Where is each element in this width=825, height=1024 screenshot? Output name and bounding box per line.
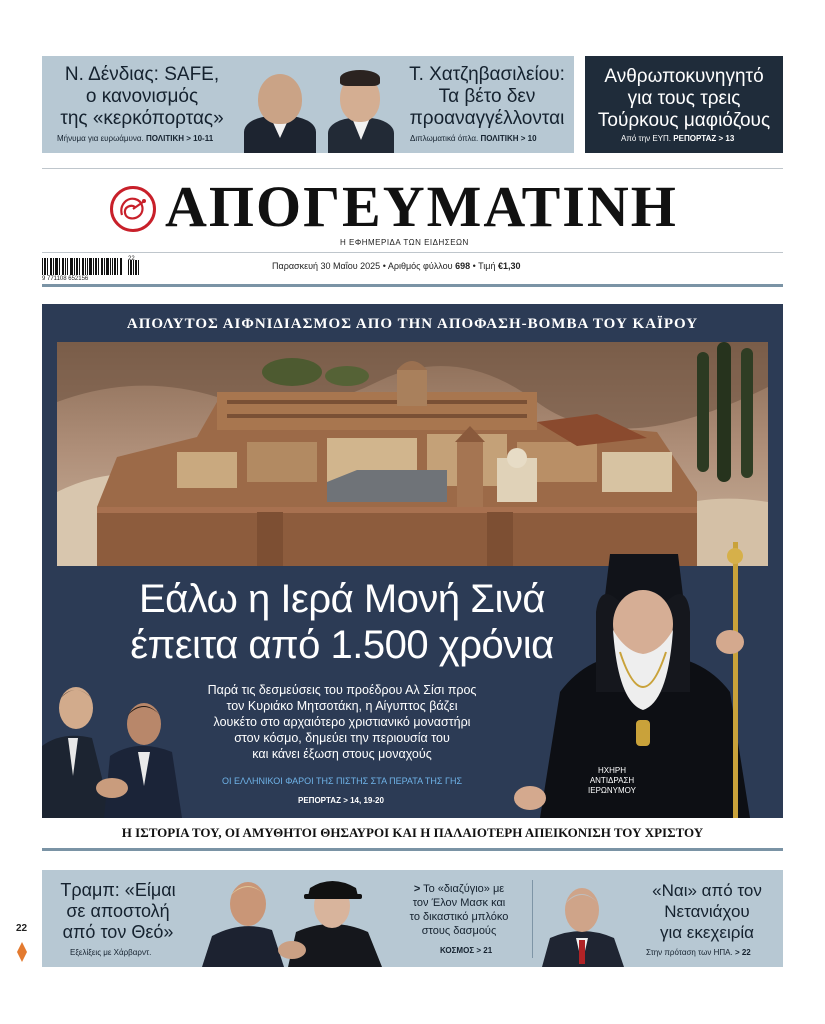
monastery-photo	[57, 342, 768, 566]
teaser-trump-headline: Τραμπ: «Είμαι σε αποστολή από τον Θεό»	[60, 880, 176, 942]
bottom-strap-rule	[42, 848, 783, 851]
masthead-rule	[42, 252, 783, 253]
main-story[interactable]	[42, 304, 783, 818]
teaser-mafiosi-subline: Από την ΕΥΠ. ΡΕΠΟΡΤΑΖ > 13	[621, 134, 735, 143]
trump-musk-photo	[192, 876, 392, 967]
main-story-kicker: ΑΠΟΛΥΤΟΣ ΑΙΦΝΙΔΙΑΣΜΟΣ ΑΠΟ ΤΗΝ ΑΠΟΦΑΣΗ-ΒΟΜΒΑ ΤΟΥ ΚΑΪΡΟΥ	[126, 316, 699, 332]
main-headline: Εάλω η Ιερά Μονή Σινά έπειτα από 1.500 χρόνια	[130, 577, 554, 667]
masthead-top-rule	[42, 168, 783, 169]
bottom-teasers[interactable]	[42, 870, 783, 967]
teaser-musk-headline: > Το «διαζύγιο» με τον Έλον Μασκ και το δικαστικό μπλόκο στους δασμούς	[409, 883, 509, 937]
masthead-bottom-rule	[42, 284, 783, 287]
netanyahu-photo	[532, 876, 632, 967]
teaser-dendias-subline: Μήνυμα για ευρωάμυνα. ΠΟΛΙΤΙΚΗ > 10-11	[57, 134, 214, 143]
teaser-musk-section: ΚΟΣΜΟΣ > 21	[440, 946, 493, 955]
issue-number: 698	[455, 261, 471, 271]
teaser-hatzivasileiou-subline: Διπλωματικά όπλα. ΠΟΛΙΤΙΚΗ > 10	[410, 134, 537, 143]
teaser-dendias-headline: Ν. Δένδιας: SAFE, ο κανονισμός της «κερκόπορτας»	[60, 64, 224, 129]
main-story-bottom-strap: Η ΙΣΤΟΡΙΑ ΤΟΥ, ΟΙ ΑΜΥΘΗΤΟΙ ΘΗΣΑΥΡΟΙ ΚΑΙ Η ΠΑΛΑΙΟΤΕΡΗ ΑΠΕΙΚΟΝΙΣΗ ΤΟΥ ΧΡΙΣΤΟΥ	[121, 825, 704, 840]
page-number: 22	[16, 923, 28, 934]
main-report-pages: ΡΕΠΟΡΤΑΖ > 14, 19-20	[298, 796, 384, 805]
barcode-issue: 22	[128, 256, 135, 262]
dendias-photo	[238, 64, 322, 153]
diamond-icon	[17, 942, 27, 962]
masthead-tagline: Η ΕΦΗΜΕΡΙΔΑ ΤΩΝ ΕΙΔΗΣΕΩΝ	[340, 238, 469, 247]
teaser-trump-subline: Εξελίξεις με Χάρβαρντ.	[70, 948, 152, 957]
barcode-icon	[42, 258, 140, 275]
issue-date: Παρασκευή 30 Μαΐου 2025	[272, 261, 381, 271]
mitsotakis-sisi-photo	[42, 676, 192, 818]
barcode-number: 9 771108 652156	[42, 276, 89, 282]
teaser-hatzivasileiou-headline: Τ. Χατζηβασιλείου: Τα βέτο δεν προαναγγέλλονται	[409, 64, 565, 129]
issue-info: Παρασκευή 30 Μαΐου 2025 • Αριθμός φύλλου 698 • Τιμή €1,30	[272, 261, 521, 271]
hatzivasileiou-photo	[318, 64, 402, 153]
issue-price: €1,30	[497, 261, 521, 271]
teaser-turkish-mafiosi[interactable]	[585, 56, 783, 153]
teaser-mafiosi-headline: Ανθρωποκυνηγητό για τους τρεις Τούρκους μαφιόζους	[597, 66, 771, 131]
related-story-link[interactable]: ΟΙ ΕΛΛΗΝΙΚΟΙ ΦΑΡΟΙ ΤΗΣ ΠΙΣΤΗΣ ΣΤΑ ΠΕΡΑΤΑ ΤΗΣ ΓΗΣ	[221, 776, 463, 786]
masthead-title: ΑΠΟΓΕΥΜΑΤΙΝΗ	[165, 174, 678, 239]
teaser-netanyahu-headline: «Ναι» από τον Νετανιάχου για εκεχειρία	[652, 881, 762, 942]
teaser-netanyahu-subline: Στην πρόταση των ΗΠΑ. > 22	[646, 948, 751, 957]
teaser-dendias-hatzivasileiou[interactable]	[42, 56, 574, 153]
main-deck: Παρά τις δεσμεύσεις του προέδρου Αλ Σίσι προς τον Κυριάκο Μητσοτάκη, η Αίγυπτος βάζει λουκέτο στο αρχαιότερο χριστιανικό μοναστήρι στον κόσμο, δημεύει την περιουσία του και κάνει έξωση στους μοναχούς	[207, 683, 477, 761]
newspaper-logo-icon	[110, 186, 156, 232]
archbishop-caption: ΗΧΗΡΗ ΑΝΤΙΔΡΑΣΗ ΙΕΡΩΝΥΜΟΥ	[588, 766, 636, 795]
